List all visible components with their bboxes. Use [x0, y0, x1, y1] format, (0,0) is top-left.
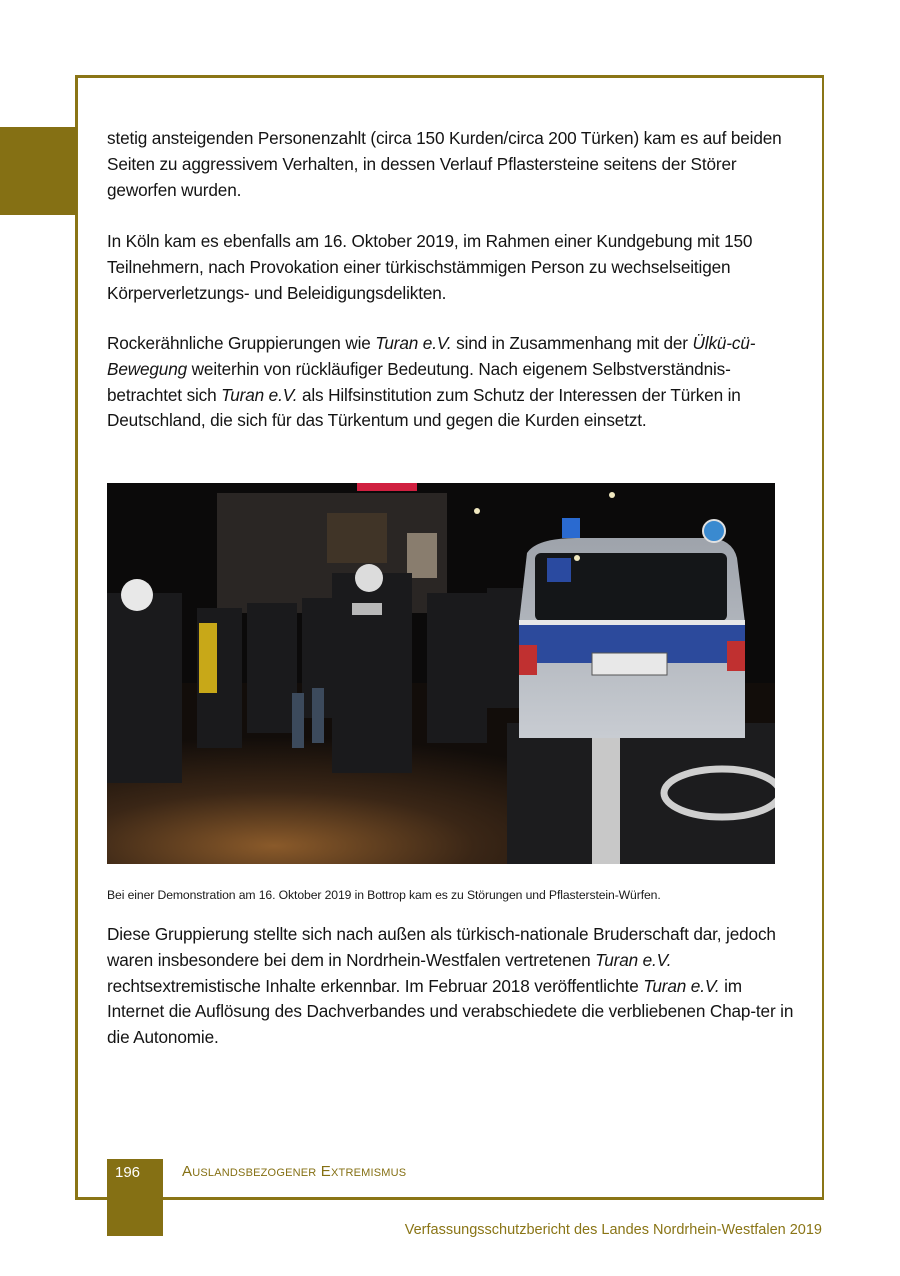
side-tab-marker: [0, 127, 77, 215]
organization-name: Turan e.V.: [643, 975, 720, 996]
organization-name: Turan e.V.: [221, 384, 298, 405]
text-span: Rockerähnliche Gruppierungen wie: [107, 333, 376, 353]
paragraph-2: [107, 229, 797, 306]
publication-title: Verfassungsschutzbericht des Landes Nordrhein-Westfalen 2019: [404, 1222, 822, 1238]
photo-caption: Bei einer Demonstration am 16. Oktober 2019 in Bottrop kam es zu Störungen und Pflasterstein-Würfen.: [107, 888, 661, 902]
movement-name: Ülkü-cü-Bewegung: [107, 333, 756, 379]
text-span: sind in Zusammenhang mit der: [451, 333, 693, 353]
paragraph-4: [107, 922, 797, 1051]
paragraph-4-text: [107, 922, 797, 1051]
section-title: Auslandsbezogener Extremismus: [182, 1163, 407, 1180]
paragraph-1: [107, 126, 797, 203]
photo-illustration: [107, 483, 775, 864]
organization-name: Turan e.V.: [375, 333, 452, 353]
text-span: Diese Gruppierung stellte sich nach außen als türkisch-nationale Bruderschaft dar, jedoch waren insbesondere bei dem in Nordrhein-Westfalen vertretenen: [107, 924, 776, 970]
paragraph-3: [107, 331, 797, 434]
paragraph-2-text: In Köln kam es ebenfalls am 16. Oktober 2019, im Rahmen einer Kundgebung mit 150 Teilnehmern, nach Provokation einer türkischstämmigen Person zu wechselseitigen Körperverletzungs- und Beleidigungsdelikten.: [107, 231, 753, 303]
paragraph-1-text: stetig ansteigenden Personenzahlt (circa 150 Kurden/circa 200 Türken) kam es auf beiden Seiten zu aggressivem Verhalten, in dessen Verlauf Pflastersteine seitens der Störer geworfen wurden.: [107, 128, 782, 200]
paragraph-3-text: [107, 331, 797, 434]
organization-name: Turan e.V.: [595, 949, 672, 970]
page-number: 196: [115, 1164, 141, 1181]
text-span: rechtsextremistische Inhalte erkennbar. Im Februar 2018 veröffentlichte: [107, 975, 644, 996]
text-span: weiterhin von rückläufiger Bedeutung. Nach eigenem Selbstverständnis-betrachtet sich: [107, 358, 731, 405]
demonstration-photo: [107, 483, 775, 864]
text-span: als Hilfsinstitution zum Schutz der Interessen der Türken in Deutschland, die sich für das Türkentum und gegen die Kurden einsetzt.: [107, 384, 741, 431]
text-span: im Internet die Auflösung des Dachverbandes und verabschiedete die verbliebenen Chap-ter in die Autonomie.: [107, 975, 794, 1048]
